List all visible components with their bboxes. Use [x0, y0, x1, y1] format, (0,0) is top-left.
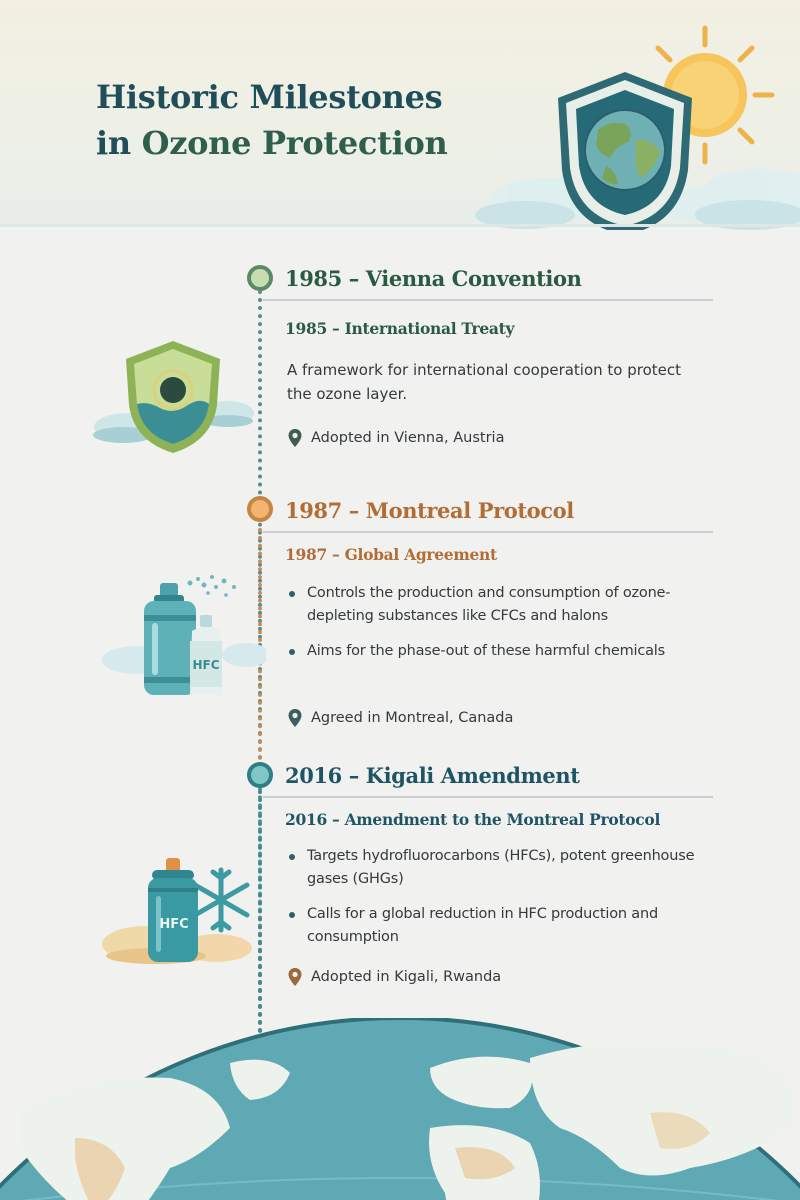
- hfc-label: HFC: [192, 658, 220, 672]
- list-item: Controls the production and consumption of ozone-depleting substances like CFCs and halons: [287, 582, 707, 628]
- milestone-divider: [263, 796, 713, 798]
- milestone-location: [287, 967, 501, 987]
- title-prefix: in: [96, 124, 142, 162]
- list-item: Calls for a global reduction in HFC production and consumption: [287, 903, 707, 949]
- title-line-1: Historic Milestones: [96, 78, 443, 116]
- milestone-subtitle: 2016 – Amendment to the Montreal Protocol: [285, 810, 661, 829]
- milestone-divider: [263, 531, 713, 533]
- spray-can-icon: [96, 565, 266, 705]
- list-item: Aims for the phase-out of these harmful chemicals: [287, 640, 707, 663]
- snowflake-icon: [195, 870, 247, 930]
- milestone-subtitle: 1985 – International Treaty: [285, 319, 515, 338]
- milestone-location: [287, 708, 513, 728]
- timeline-marker-1987: [247, 496, 273, 522]
- header-divider: [0, 224, 800, 227]
- milestone-title: 1987 – Montreal Protocol: [285, 498, 574, 523]
- milestone-kigali: [285, 762, 725, 985]
- milestone-title: 1985 – Vienna Convention: [285, 266, 582, 291]
- timeline-marker-1985: [247, 265, 273, 291]
- milestone-bullets: [287, 845, 707, 961]
- location-pin-icon: [287, 428, 303, 448]
- location-text: Adopted in Kigali, Rwanda: [311, 969, 502, 985]
- milestone-vienna: [285, 265, 725, 446]
- milestone-bullets: [287, 582, 707, 675]
- hfc-cylinder-icon: [96, 848, 266, 973]
- hfc-label: HFC: [159, 917, 189, 932]
- location-text: Adopted in Vienna, Austria: [311, 430, 505, 446]
- header-banner: [0, 0, 800, 226]
- milestone-title: 2016 – Kigali Amendment: [285, 763, 580, 788]
- earth-globe-icon: [0, 1018, 800, 1200]
- milestone-montreal: [285, 497, 725, 726]
- list-item: Targets hydrofluorocarbons (HFCs), potent greenhouse gases (GHGs): [287, 845, 707, 891]
- timeline-marker-2016: [247, 762, 273, 788]
- milestone-description: A framework for international cooperation to protect the ozone layer.: [287, 361, 682, 403]
- milestone-divider: [263, 299, 713, 301]
- shield-earth-icon: [88, 335, 258, 460]
- milestone-location: [287, 428, 504, 448]
- title-highlight: Ozone Protection: [141, 124, 448, 162]
- shield-globe-sun-icon: [430, 20, 800, 230]
- location-text: Agreed in Montreal, Canada: [311, 710, 514, 726]
- milestone-subtitle: 1987 – Global Agreement: [285, 545, 497, 564]
- location-pin-icon: [287, 708, 303, 728]
- location-pin-icon: [287, 967, 303, 987]
